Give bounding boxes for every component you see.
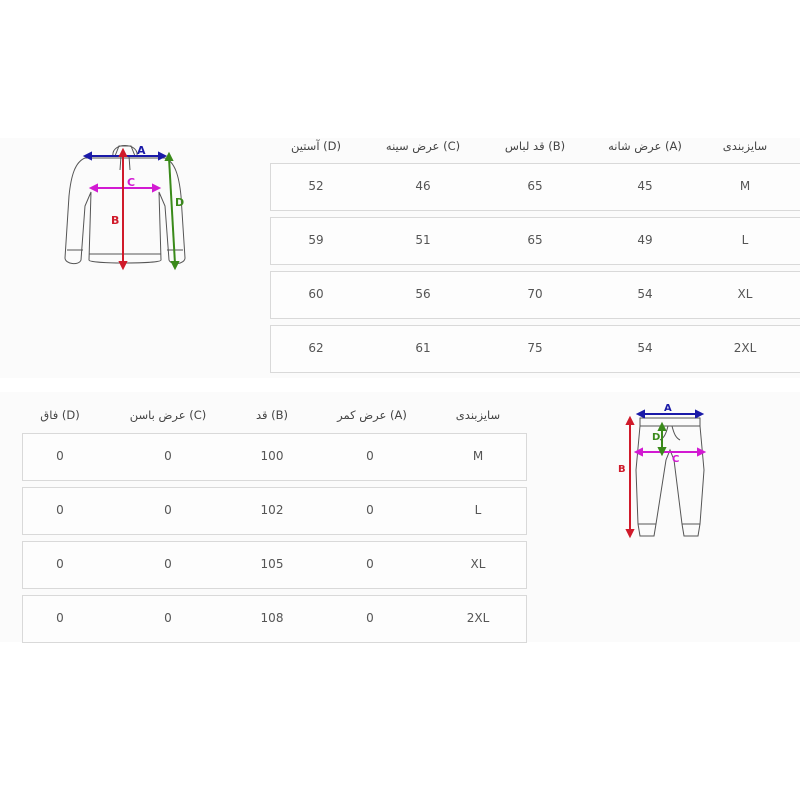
top-cell: 62 xyxy=(308,341,324,355)
top-cell: 54 xyxy=(637,341,653,355)
top-header-length: قد لباس (B) xyxy=(504,139,566,153)
pants-outline xyxy=(636,426,704,536)
bottom-cell: XL xyxy=(470,557,486,571)
hoodie-measure-b xyxy=(120,150,126,268)
top-cell: 65 xyxy=(527,233,543,247)
top-cell: 56 xyxy=(415,287,431,301)
bottom-cell: 100 xyxy=(260,449,284,463)
top-cell: M xyxy=(739,179,751,193)
pants-label-a: A xyxy=(664,403,672,414)
pants-label-d: D xyxy=(652,432,661,443)
bottom-cell: 0 xyxy=(164,557,172,571)
top-cell: 45 xyxy=(637,179,653,193)
bottom-cell: 0 xyxy=(366,503,374,517)
top-cell: L xyxy=(741,233,749,247)
top-cell: 65 xyxy=(527,179,543,193)
top-header-size: سایزبندی xyxy=(722,139,768,153)
bottom-header-hip: عرض باسن (C) xyxy=(129,408,207,422)
top-cell: XL xyxy=(737,287,753,301)
pants-diagram xyxy=(610,400,720,550)
bottom-cell: 0 xyxy=(164,503,172,517)
hoodie-diagram xyxy=(55,136,195,276)
bottom-cell: 102 xyxy=(260,503,284,517)
bottom-header-waist: عرض کمر (A) xyxy=(337,408,407,422)
pants-waistband xyxy=(640,418,700,426)
bottom-cell: 0 xyxy=(56,449,64,463)
top-cell: 61 xyxy=(415,341,431,355)
top-header-chest: عرض سینه (C) xyxy=(385,139,461,153)
bottom-cell: 2XL xyxy=(466,611,490,625)
hoodie-body-outline xyxy=(65,158,185,264)
bottom-header-rise: فاق (D) xyxy=(40,408,80,422)
bottom-header-size: سایزبندی xyxy=(455,408,501,422)
bottom-cell: 0 xyxy=(366,557,374,571)
top-cell: 2XL xyxy=(733,341,757,355)
top-cell: 59 xyxy=(308,233,324,247)
bottom-cell: M xyxy=(472,449,484,463)
bottom-cell: 108 xyxy=(260,611,284,625)
pants-label-c: C xyxy=(672,454,680,465)
bottom-cell: 0 xyxy=(366,611,374,625)
top-cell: 70 xyxy=(527,287,543,301)
top-cell: 54 xyxy=(637,287,653,301)
hoodie-label-b: B xyxy=(111,214,120,227)
hoodie-label-a: A xyxy=(137,144,146,157)
top-cell: 52 xyxy=(308,179,324,193)
top-header-sleeve: آستین (D) xyxy=(290,139,342,153)
bottom-cell: 0 xyxy=(56,557,64,571)
pants-measure-b xyxy=(627,418,633,536)
bottom-cell: 0 xyxy=(56,503,64,517)
pants-label-b: B xyxy=(618,464,626,475)
bottom-cell: 0 xyxy=(164,611,172,625)
bottom-header-length: قد (B) xyxy=(255,408,289,422)
bottom-cell: 0 xyxy=(366,449,374,463)
hoodie-label-c: C xyxy=(127,176,136,189)
top-cell: 51 xyxy=(415,233,431,247)
top-cell: 46 xyxy=(415,179,431,193)
top-cell: 60 xyxy=(308,287,324,301)
bottom-cell: 0 xyxy=(164,449,172,463)
hoodie-measure-c xyxy=(91,185,159,191)
bottom-cell: 105 xyxy=(260,557,284,571)
top-header-shoulder: عرض شانه (A) xyxy=(608,139,682,153)
top-cell: 49 xyxy=(637,233,653,247)
bottom-cell: 0 xyxy=(56,611,64,625)
bottom-cell: L xyxy=(474,503,482,517)
hoodie-label-d: D xyxy=(175,196,185,209)
top-cell: 75 xyxy=(527,341,543,355)
